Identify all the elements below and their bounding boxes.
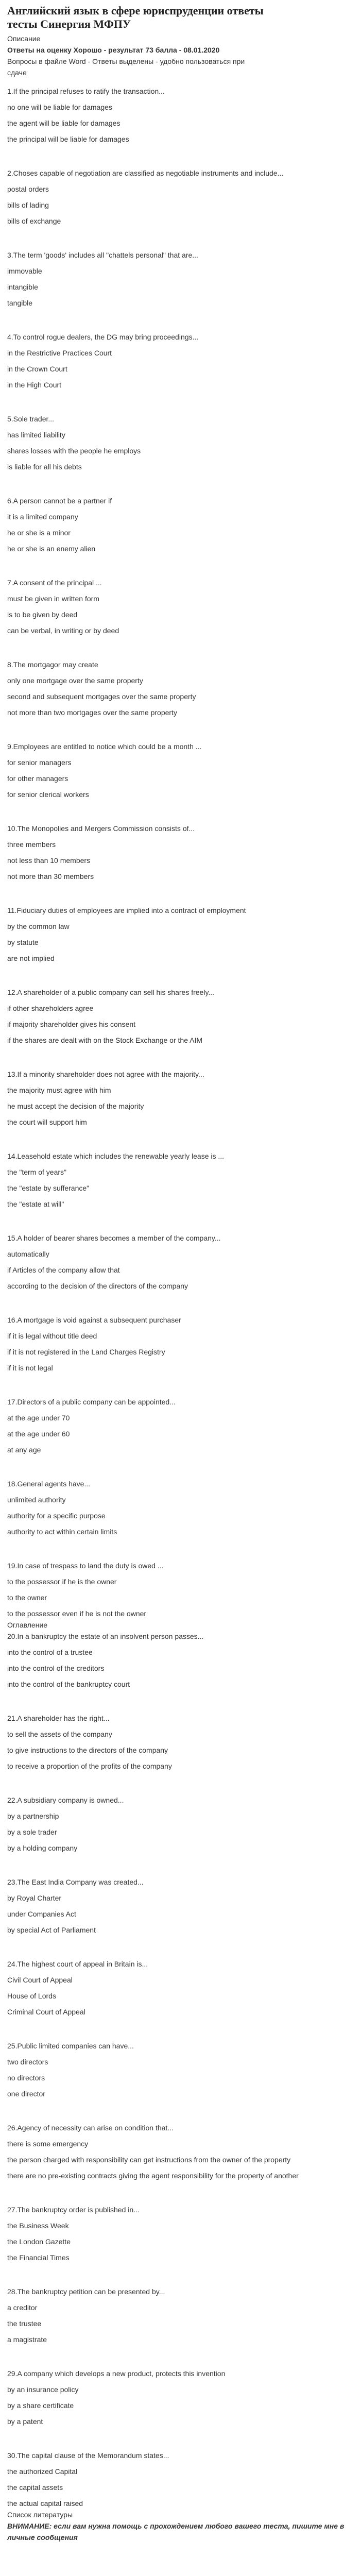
question-block <box>7 86 357 145</box>
answer-option: he must accept the decision of the majority <box>7 1102 144 1110</box>
title-line-1: Английский язык в сфере юриспруденции ответы <box>7 4 264 17</box>
question-block <box>7 167 357 227</box>
question-block <box>7 1794 357 1854</box>
answer-option: automatically <box>7 1250 49 1258</box>
answer-option: to receive a proportion of the profits of the company <box>7 1762 172 1770</box>
answer-option: by special Act of Parliament <box>7 1926 96 1934</box>
answer-option: by a sole trader <box>7 1828 57 1836</box>
note-line: Вопросы в файле Word - Ответы выделены - удобно пользоваться при <box>7 57 245 65</box>
answer-option: is to be given by deed <box>7 611 78 619</box>
question-text: 24.The highest court of appeal in Britain is... <box>7 1960 148 1968</box>
answer-option: there is some emergency <box>7 2140 89 2148</box>
answer-option: Criminal Court of Appeal <box>7 2008 85 2016</box>
answer-option: at any age <box>7 1446 41 1454</box>
question-text: 2.Choses capable of negotiation are classified as negotiable instruments and include... <box>7 169 284 177</box>
answer-option: into the control of the bankruptcy court <box>7 1680 130 1688</box>
answer-option: if majority shareholder gives his consent <box>7 1020 136 1028</box>
answer-option: has limited liability <box>7 431 65 439</box>
answer-option: authority to act within certain limits <box>7 1528 117 1536</box>
answer-option: the London Gazette <box>7 2238 71 2246</box>
question-block <box>7 1631 357 1690</box>
answer-option: not less than 10 members <box>7 856 91 865</box>
answer-option: the principal will be liable for damages <box>7 135 129 143</box>
answer-option: House of Lords <box>7 1992 56 2000</box>
question-block <box>7 495 357 554</box>
answer-option: if it is not registered in the Land Charges Registry <box>7 1348 165 1356</box>
bibliography-label: Список литературы <box>7 2511 73 2519</box>
answer-option: bills of exchange <box>7 217 61 225</box>
question-block <box>7 1958 357 2018</box>
question-text: 28.The bankruptcy petition can be presented by... <box>7 2287 165 2296</box>
answer-option: the majority must agree with him <box>7 1086 111 1094</box>
question-block <box>7 331 357 391</box>
answer-option: postal orders <box>7 185 49 193</box>
answer-option: if it is legal without title deed <box>7 1332 97 1340</box>
answer-option: unlimited authority <box>7 1496 66 1504</box>
answer-option: the person charged with responsibility can get instructions from the owner of the property <box>7 2156 291 2164</box>
answer-option: in the Restrictive Practices Court <box>7 349 112 357</box>
question-text: 19.In case of trespass to land the duty is owed ... <box>7 1562 164 1570</box>
question-block <box>7 1560 357 1631</box>
question-text: 26.Agency of necessity can arise on condition that... <box>7 2124 174 2132</box>
contents-label: Оглавление <box>7 1621 48 1629</box>
answer-option: must be given in written form <box>7 595 99 603</box>
question-text: 20.In a bankruptcy the estate of an insolvent person passes... <box>7 1632 204 1640</box>
question-list <box>7 86 357 2509</box>
question-block <box>7 1314 357 1374</box>
answer-option: the Business Week <box>7 2222 69 2230</box>
question-block <box>7 1069 357 1128</box>
answer-option: to give instructions to the directors of the company <box>7 1746 168 1754</box>
answer-option: intangible <box>7 283 38 291</box>
question-block <box>7 987 357 1046</box>
answer-option: if the shares are dealt with on the Stock Exchange or the AIM <box>7 1036 202 1044</box>
warning-note: ВНИМАНИЕ: если вам нужна помощь с прохождением любого вашего теста, пишите мне в личные сообщения <box>7 2522 345 2541</box>
question-text: 11.Fiduciary duties of employees are implied into a contract of employment <box>7 906 246 914</box>
answer-option: by a share certificate <box>7 2401 74 2410</box>
answer-option: immovable <box>7 267 42 275</box>
answer-option: the trustee <box>7 2319 42 2328</box>
question-text: 14.Leasehold estate which includes the renewable yearly lease is ... <box>7 1152 225 1160</box>
answer-option: in the High Court <box>7 381 62 389</box>
answer-option: to the possessor if he is the owner <box>7 1578 117 1586</box>
question-block <box>7 1396 357 1455</box>
answer-option: if Articles of the company allow that <box>7 1266 120 1274</box>
answer-option: the actual capital raised <box>7 2499 83 2507</box>
question-text: 25.Public limited companies can have... <box>7 2042 134 2050</box>
question-block <box>7 823 357 882</box>
question-text: 23.The East India Company was created... <box>7 1878 144 1886</box>
answer-option: it is a limited company <box>7 513 78 521</box>
question-text: 13.If a minority shareholder does not agree with the majority... <box>7 1070 204 1078</box>
page-title <box>7 4 357 31</box>
answer-option: the agent will be liable for damages <box>7 119 121 127</box>
question-text: 10.The Monopolies and Mergers Commission consists of... <box>7 824 195 833</box>
question-block <box>7 1232 357 1292</box>
answer-option: according to the decision of the directors of the company <box>7 1282 188 1290</box>
question-block <box>7 2122 357 2181</box>
answer-option: by an insurance policy <box>7 2385 79 2394</box>
result-line: Ответы на оценку Хорошо - результат 73 балла - 08.01.2020 <box>7 46 220 54</box>
answer-option: not more than two mortgages over the same property <box>7 708 177 717</box>
answer-option: can be verbal, in writing or by deed <box>7 626 119 635</box>
question-block <box>7 2204 357 2263</box>
answer-option: by a partnership <box>7 1812 59 1820</box>
answer-option: only one mortgage over the same property <box>7 676 143 685</box>
answer-option: for senior managers <box>7 758 72 767</box>
question-text: 12.A shareholder of a public company can sell his shares freely... <box>7 988 215 996</box>
answer-option: shares losses with the people he employs <box>7 447 141 455</box>
answer-option: to sell the assets of the company <box>7 1730 112 1738</box>
answer-option: in the Crown Court <box>7 365 67 373</box>
question-block <box>7 741 357 800</box>
question-block <box>7 1713 357 1772</box>
answer-option: second and subsequent mortgages over the same property <box>7 692 196 701</box>
question-text: 8.The mortgagor may create <box>7 660 98 669</box>
answer-option: bills of lading <box>7 201 49 209</box>
answer-option: the "estate by sufferance" <box>7 1184 90 1192</box>
answer-option: the "estate at will" <box>7 1200 64 1208</box>
title-line-2: тесты Синергия МФПУ <box>7 18 131 30</box>
answer-option: a creditor <box>7 2303 38 2312</box>
answer-option: by statute <box>7 938 39 946</box>
answer-option: by Royal Charter <box>7 1894 62 1902</box>
question-block <box>7 577 357 636</box>
question-text: 18.General agents have... <box>7 1480 91 1488</box>
answer-option: into the control of a trustee <box>7 1648 93 1656</box>
question-text: 22.A subsidiary company is owned... <box>7 1796 124 1804</box>
answer-option: Civil Court of Appeal <box>7 1976 73 1984</box>
answer-option: he or she is an enemy alien <box>7 545 96 553</box>
question-text: 17.Directors of a public company can be appointed... <box>7 1398 176 1406</box>
answer-option: if other shareholders agree <box>7 1004 94 1012</box>
question-block <box>7 2286 357 2345</box>
answer-option: if it is not legal <box>7 1364 53 1372</box>
answer-option: under Companies Act <box>7 1910 76 1918</box>
question-text: 4.To control rogue dealers, the DG may bring proceedings... <box>7 333 199 341</box>
question-block <box>7 2040 357 2099</box>
answer-option: is liable for all his debts <box>7 463 82 471</box>
answer-option: at the age under 60 <box>7 1430 70 1438</box>
answer-option: authority for a specific purpose <box>7 1512 106 1520</box>
question-text: 7.A consent of the principal ... <box>7 579 102 587</box>
answer-option: three members <box>7 840 56 849</box>
answer-option: for senior clerical workers <box>7 790 89 799</box>
answer-option: one director <box>7 2090 45 2098</box>
answer-option: no directors <box>7 2074 45 2082</box>
question-text: 6.A person cannot be a partner if <box>7 497 112 505</box>
answer-option: tangible <box>7 299 33 307</box>
answer-option: to the owner <box>7 1594 47 1602</box>
answer-option: he or she is a minor <box>7 529 71 537</box>
answer-option: by the common law <box>7 922 70 930</box>
question-text: 15.A holder of bearer shares becomes a member of the company... <box>7 1234 221 1242</box>
question-block <box>7 659 357 718</box>
question-text: 29.A company which develops a new product, protects this invention <box>7 2369 226 2378</box>
question-block <box>7 1876 357 1936</box>
question-block <box>7 1478 357 1537</box>
question-block <box>7 905 357 964</box>
question-text: 5.Sole trader... <box>7 415 55 423</box>
question-block <box>7 2450 357 2509</box>
answer-option: to the possessor even if he is not the owner <box>7 1609 147 1618</box>
question-text: 21.A shareholder has the right... <box>7 1714 110 1722</box>
answer-option: into the control of the creditors <box>7 1664 105 1672</box>
answer-option: there are no pre-existing contracts giving the agent responsibility for the property of another <box>7 2172 299 2180</box>
answer-option: a magistrate <box>7 2335 47 2344</box>
answer-option: by a holding company <box>7 1844 78 1852</box>
question-block <box>7 413 357 472</box>
answer-option: the capital assets <box>7 2483 63 2492</box>
answer-option: by a patent <box>7 2417 43 2426</box>
answer-option: two directors <box>7 2058 48 2066</box>
question-block <box>7 1150 357 1210</box>
question-block <box>7 249 357 309</box>
question-text: 3.The term 'goods' includes all "chattels personal" that are... <box>7 251 198 259</box>
answer-option: not more than 30 members <box>7 872 94 880</box>
answer-option: at the age under 70 <box>7 1414 70 1422</box>
answer-option: no one will be liable for damages <box>7 103 112 111</box>
question-text: 27.The bankruptcy order is published in... <box>7 2206 140 2214</box>
description-label: Описание <box>7 35 41 43</box>
answer-option: the "term of years" <box>7 1168 66 1176</box>
answer-option: for other managers <box>7 774 68 783</box>
answer-option: are not implied <box>7 954 55 962</box>
answer-option: the Financial Times <box>7 2253 70 2262</box>
question-block <box>7 2368 357 2427</box>
question-text: 9.Employees are entitled to notice which could be a month ... <box>7 742 202 751</box>
question-text: 16.A mortgage is void against a subsequent purchaser <box>7 1316 181 1324</box>
question-text: 30.The capital clause of the Memorandum states... <box>7 2451 169 2460</box>
answer-option: the court will support him <box>7 1118 87 1126</box>
question-text: 1.If the principal refuses to ratify the transaction... <box>7 87 165 95</box>
note-line-2: сдаче <box>7 69 27 77</box>
answer-option: the authorized Capital <box>7 2467 78 2476</box>
